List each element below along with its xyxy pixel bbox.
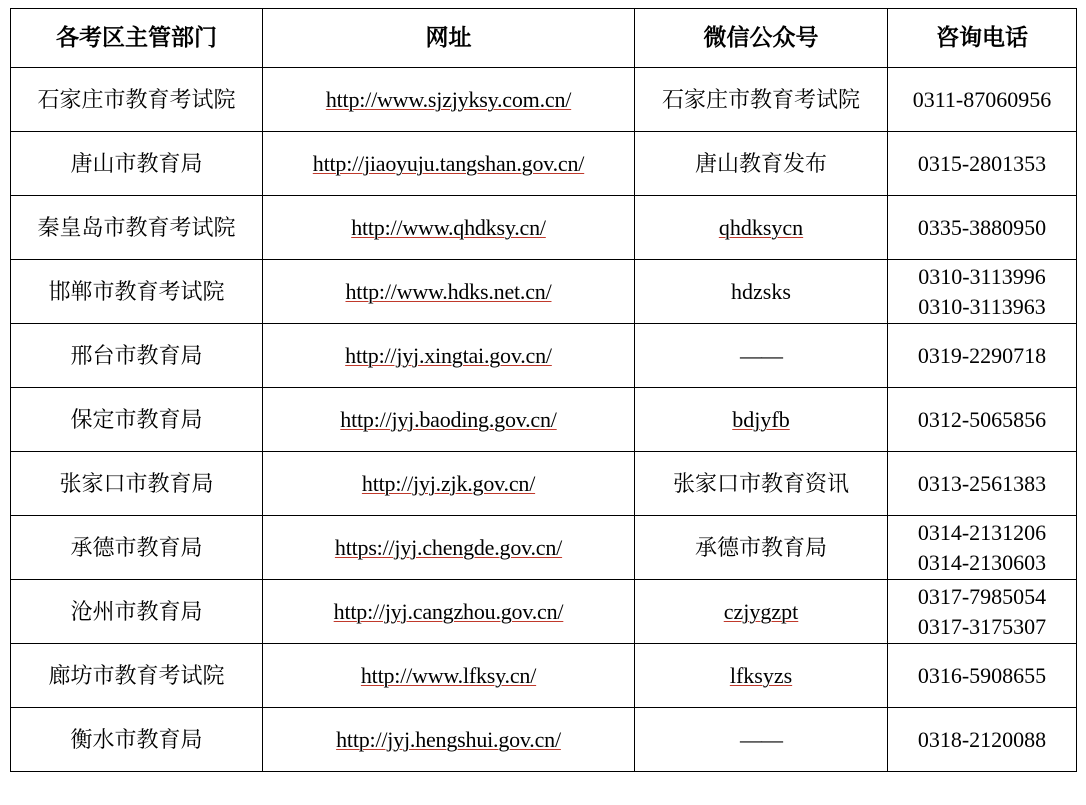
cell-department: 沧州市教育局 bbox=[11, 580, 263, 644]
phone-number: 0317-3175307 bbox=[917, 613, 1047, 639]
table-row bbox=[11, 388, 1077, 452]
cell-department: 张家口市教育局 bbox=[11, 452, 263, 516]
cell-website[interactable] bbox=[263, 580, 635, 644]
phone-number: 0313-2561383 bbox=[917, 470, 1047, 496]
website-link[interactable]: http://www.qhdksy.cn/ bbox=[351, 214, 546, 240]
cell-wechat-account bbox=[635, 196, 888, 260]
wechat-account-text: 石家庄市教育考试院 bbox=[661, 86, 860, 112]
cell-website[interactable] bbox=[263, 516, 635, 580]
cell-phone bbox=[888, 196, 1077, 260]
wechat-account-text: 张家口市教育资讯 bbox=[672, 470, 849, 496]
cell-department: 保定市教育局 bbox=[11, 388, 263, 452]
cell-wechat-account bbox=[635, 260, 888, 324]
phone-number: 0314-2130603 bbox=[917, 549, 1047, 575]
cell-department: 唐山市教育局 bbox=[11, 132, 263, 196]
website-link[interactable]: http://jyj.xingtai.gov.cn/ bbox=[345, 342, 552, 368]
cell-wechat-account bbox=[635, 452, 888, 516]
website-link[interactable]: http://www.sjzjyksy.com.cn/ bbox=[325, 86, 572, 112]
wechat-account-text: 承德市教育局 bbox=[694, 534, 827, 560]
cell-phone bbox=[888, 452, 1077, 516]
phone-number: 0312-5065856 bbox=[917, 406, 1047, 432]
cell-website[interactable] bbox=[263, 196, 635, 260]
website-link[interactable]: http://jiaoyuju.tangshan.gov.cn/ bbox=[312, 150, 585, 176]
wechat-account-text: qhdksycn bbox=[718, 214, 804, 240]
cell-phone bbox=[888, 132, 1077, 196]
phone-number: 0318-2120088 bbox=[917, 726, 1047, 752]
cell-website[interactable] bbox=[263, 452, 635, 516]
cell-website[interactable] bbox=[263, 132, 635, 196]
table-row bbox=[11, 196, 1077, 260]
phone-number: 0310-3113996 bbox=[918, 264, 1046, 290]
column-header-wechat: 微信公众号 bbox=[635, 9, 888, 68]
phone-number: 0317-7985054 bbox=[917, 584, 1047, 610]
cell-wechat-account bbox=[635, 132, 888, 196]
cell-website[interactable] bbox=[263, 68, 635, 132]
cell-phone bbox=[888, 260, 1077, 324]
cell-phone bbox=[888, 68, 1077, 132]
cell-website[interactable] bbox=[263, 644, 635, 708]
wechat-account-text: —— bbox=[740, 726, 782, 752]
table-row bbox=[11, 324, 1077, 388]
cell-phone bbox=[888, 516, 1077, 580]
cell-department: 邢台市教育局 bbox=[11, 324, 263, 388]
cell-phone bbox=[888, 580, 1077, 644]
table-row bbox=[11, 452, 1077, 516]
cell-wechat-account bbox=[635, 580, 888, 644]
table-row bbox=[11, 132, 1077, 196]
phone-number: 0319-2290718 bbox=[917, 342, 1047, 368]
column-header-department: 各考区主管部门 bbox=[11, 9, 263, 68]
phone-number: 0316-5908655 bbox=[917, 662, 1047, 688]
table-row bbox=[11, 644, 1077, 708]
cell-website[interactable] bbox=[263, 260, 635, 324]
website-link[interactable]: http://www.hdks.net.cn/ bbox=[345, 278, 552, 304]
cell-wechat-account bbox=[635, 644, 888, 708]
wechat-account-text: —— bbox=[740, 342, 782, 368]
phone-number: 0335-3880950 bbox=[917, 214, 1047, 240]
cell-wechat-account bbox=[635, 324, 888, 388]
table-row bbox=[11, 580, 1077, 644]
table-row bbox=[11, 516, 1077, 580]
cell-wechat-account bbox=[635, 388, 888, 452]
cell-website[interactable] bbox=[263, 388, 635, 452]
table-body bbox=[11, 68, 1077, 772]
cell-department: 衡水市教育局 bbox=[11, 708, 263, 772]
table-row bbox=[11, 708, 1077, 772]
table-row bbox=[11, 68, 1077, 132]
cell-website[interactable] bbox=[263, 324, 635, 388]
website-link[interactable]: http://jyj.zjk.gov.cn/ bbox=[361, 470, 536, 496]
website-link[interactable]: http://jyj.baoding.gov.cn/ bbox=[340, 406, 557, 432]
cell-wechat-account bbox=[635, 68, 888, 132]
column-header-phone: 咨询电话 bbox=[888, 9, 1077, 68]
phone-number: 0310-3113963 bbox=[918, 293, 1046, 319]
cell-phone bbox=[888, 388, 1077, 452]
cell-wechat-account bbox=[635, 708, 888, 772]
phone-number: 0315-2801353 bbox=[917, 150, 1047, 176]
cell-website[interactable] bbox=[263, 708, 635, 772]
website-link[interactable]: https://jyj.chengde.gov.cn/ bbox=[334, 534, 563, 560]
cell-department: 秦皇岛市教育考试院 bbox=[11, 196, 263, 260]
cell-phone bbox=[888, 644, 1077, 708]
table-row bbox=[11, 260, 1077, 324]
website-link[interactable]: http://jyj.hengshui.gov.cn/ bbox=[336, 726, 561, 752]
cell-phone bbox=[888, 708, 1077, 772]
wechat-account-text: hdzsks bbox=[731, 278, 791, 304]
cell-department: 石家庄市教育考试院 bbox=[11, 68, 263, 132]
cell-department: 廊坊市教育考试院 bbox=[11, 644, 263, 708]
wechat-account-text: 唐山教育发布 bbox=[694, 150, 827, 176]
table-header bbox=[11, 9, 1077, 68]
phone-number: 0314-2131206 bbox=[917, 520, 1047, 546]
exam-district-contact-table bbox=[10, 8, 1077, 772]
cell-department: 承德市教育局 bbox=[11, 516, 263, 580]
wechat-account-text: czjygzpt bbox=[723, 598, 799, 624]
phone-number: 0311-87060956 bbox=[912, 86, 1052, 112]
wechat-account-text: bdjyfb bbox=[732, 406, 790, 432]
website-link[interactable]: http://jyj.cangzhou.gov.cn/ bbox=[333, 598, 564, 624]
cell-department: 邯郸市教育考试院 bbox=[11, 260, 263, 324]
cell-phone bbox=[888, 324, 1077, 388]
column-header-website: 网址 bbox=[263, 9, 635, 68]
website-link[interactable]: http://www.lfksy.cn/ bbox=[360, 662, 537, 688]
cell-wechat-account bbox=[635, 516, 888, 580]
table-header-row bbox=[11, 9, 1077, 68]
wechat-account-text: lfksyzs bbox=[729, 662, 793, 688]
